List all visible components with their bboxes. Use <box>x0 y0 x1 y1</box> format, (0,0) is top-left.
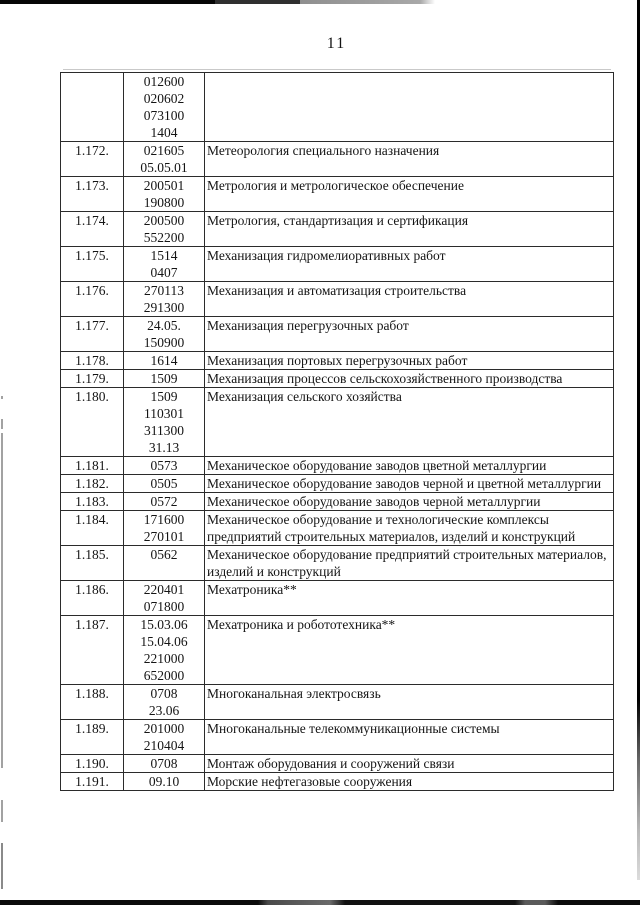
code-line: 1514 <box>150 248 178 263</box>
table-row <box>61 581 614 616</box>
row-name-cell: Механизация перегрузочных работ <box>205 317 614 352</box>
code-line: 311300 <box>144 423 184 438</box>
code-line: 270113 <box>144 283 184 298</box>
code-line: 201000 <box>143 721 185 736</box>
table-row <box>61 317 614 352</box>
row-index-cell: 1.183. <box>61 493 124 511</box>
row-index-cell: 1.187. <box>61 616 124 685</box>
row-codes-cell <box>124 457 205 475</box>
table-row <box>61 773 614 791</box>
scan-artifact-left-edge <box>1 433 3 768</box>
code-line: 0407 <box>150 265 178 280</box>
row-index-cell: 1.182. <box>61 475 124 493</box>
row-codes-cell <box>124 73 205 142</box>
scan-artifact-top-edge <box>0 0 435 4</box>
row-name-cell: Метрология, стандартизация и сертификация <box>205 212 614 247</box>
scan-artifact-left-edge <box>1 419 3 429</box>
row-index-cell: 1.177. <box>61 317 124 352</box>
row-index-cell: 1.190. <box>61 755 124 773</box>
table-row <box>61 352 614 370</box>
code-line: 0572 <box>150 494 178 509</box>
code-line: 652000 <box>143 668 185 683</box>
row-name-cell: Многоканальная электросвязь <box>205 685 614 720</box>
table-row <box>61 212 614 247</box>
table-row <box>61 142 614 177</box>
code-line: 0573 <box>150 458 178 473</box>
row-index-cell: 1.184. <box>61 511 124 546</box>
row-name-cell: Механическое оборудование заводов цветной металлургии <box>205 457 614 475</box>
row-codes-cell <box>124 511 205 546</box>
row-name-cell: Механическое оборудование заводов черной металлургии <box>205 493 614 511</box>
row-name-cell: Механическое оборудование заводов черной и цветной металлургии <box>205 475 614 493</box>
code-line: 221000 <box>143 651 185 666</box>
row-index-cell: 1.191. <box>61 773 124 791</box>
row-name-cell: Механизация процессов сельскохозяйственного производства <box>205 370 614 388</box>
row-name-cell: Метеорология специального назначения <box>205 142 614 177</box>
row-codes-cell <box>124 177 205 212</box>
table-row <box>61 370 614 388</box>
row-name-cell <box>205 73 614 142</box>
code-line: 291300 <box>143 300 185 315</box>
row-index-cell: 1.178. <box>61 352 124 370</box>
row-name-cell: Мехатроника и робототехника** <box>205 616 614 685</box>
row-codes-cell <box>124 282 205 317</box>
code-line: 020602 <box>143 91 185 106</box>
table-row <box>61 511 614 546</box>
code-line: 15.03.06 <box>140 617 188 632</box>
row-name-cell: Монтаж оборудования и сооружений связи <box>205 755 614 773</box>
scan-artifact-left-edge <box>1 843 3 889</box>
scan-artifact-left-edge <box>1 800 3 822</box>
scan-artifact-bottom-edge <box>0 900 640 905</box>
row-name-cell: Морские нефтегазовые сооружения <box>205 773 614 791</box>
table-row <box>61 475 614 493</box>
code-line: 31.13 <box>148 440 180 455</box>
table-row <box>61 457 614 475</box>
code-line: 1404 <box>150 125 178 140</box>
code-line: 0562 <box>150 547 178 562</box>
row-index-cell: 1.175. <box>61 247 124 282</box>
table-row <box>61 755 614 773</box>
code-line: 0708 <box>150 686 178 701</box>
row-codes-cell <box>124 475 205 493</box>
row-name-cell: Метрология и метрологическое обеспечение <box>205 177 614 212</box>
code-line: 552200 <box>143 230 185 245</box>
code-line: 24.05. <box>147 318 181 333</box>
row-name-cell: Механическое оборудование и технологические комплексы предприятий строительных материалов, изделий и конструкций <box>205 511 614 546</box>
code-line: 200501 <box>143 178 185 193</box>
code-line: 071800 <box>143 599 185 614</box>
code-line: 012600 <box>143 74 185 89</box>
scan-artifact-left-edge <box>1 396 3 399</box>
row-index-cell: 1.173. <box>61 177 124 212</box>
code-line: 200500 <box>143 213 185 228</box>
row-codes-cell <box>124 247 205 282</box>
table-row <box>61 282 614 317</box>
code-line: 05.05.01 <box>140 160 188 175</box>
code-line: 110301 <box>144 406 184 421</box>
row-index-cell <box>61 73 124 142</box>
row-codes-cell <box>124 388 205 457</box>
table-row <box>61 247 614 282</box>
code-line: 23.06 <box>148 703 180 718</box>
row-codes-cell <box>124 317 205 352</box>
row-name-cell: Механизация и автоматизация строительства <box>205 282 614 317</box>
row-name-cell: Механизация гидромелиоративных работ <box>205 247 614 282</box>
row-codes-cell <box>124 685 205 720</box>
row-name-cell: Механизация сельского хозяйства <box>205 388 614 457</box>
row-name-cell: Механизация портовых перегрузочных работ <box>205 352 614 370</box>
row-name-cell: Механическое оборудование предприятий строительных материалов, изделий и конструкций <box>205 546 614 581</box>
specialties-table <box>60 72 614 791</box>
row-index-cell: 1.180. <box>61 388 124 457</box>
row-codes-cell <box>124 546 205 581</box>
code-line: 1509 <box>150 389 178 404</box>
row-codes-cell <box>124 755 205 773</box>
code-line: 270101 <box>143 529 185 544</box>
code-line: 1614 <box>150 353 178 368</box>
table-row <box>61 546 614 581</box>
row-codes-cell <box>124 493 205 511</box>
table-row <box>61 388 614 457</box>
code-line: 220401 <box>143 582 185 597</box>
row-name-cell: Мехатроника** <box>205 581 614 616</box>
row-index-cell: 1.179. <box>61 370 124 388</box>
row-index-cell: 1.172. <box>61 142 124 177</box>
row-codes-cell <box>124 352 205 370</box>
page-number: 11 <box>326 35 347 52</box>
row-codes-cell <box>124 616 205 685</box>
row-codes-cell <box>124 212 205 247</box>
row-codes-cell <box>124 581 205 616</box>
table-row <box>61 616 614 685</box>
table-row <box>61 177 614 212</box>
table-row <box>61 493 614 511</box>
table-row <box>61 73 614 142</box>
scan-artifact-table-shadow <box>63 69 611 70</box>
code-line: 0505 <box>150 476 178 491</box>
table-row <box>61 720 614 755</box>
code-line: 021605 <box>143 143 185 158</box>
row-codes-cell <box>124 370 205 388</box>
row-index-cell: 1.176. <box>61 282 124 317</box>
row-index-cell: 1.174. <box>61 212 124 247</box>
row-index-cell: 1.181. <box>61 457 124 475</box>
code-line: 190800 <box>143 195 185 210</box>
row-index-cell: 1.186. <box>61 581 124 616</box>
row-codes-cell <box>124 773 205 791</box>
code-line: 150900 <box>143 335 185 350</box>
code-line: 0708 <box>150 756 178 771</box>
row-name-cell: Многоканальные телекоммуникационные системы <box>205 720 614 755</box>
row-index-cell: 1.185. <box>61 546 124 581</box>
row-codes-cell <box>124 720 205 755</box>
row-codes-cell <box>124 142 205 177</box>
code-line: 210404 <box>143 738 185 753</box>
code-line: 1509 <box>150 371 178 386</box>
table-row <box>61 685 614 720</box>
specialties-table-body <box>61 73 614 791</box>
code-line: 09.10 <box>148 774 180 789</box>
row-index-cell: 1.188. <box>61 685 124 720</box>
code-line: 171600 <box>143 512 185 527</box>
code-line: 073100 <box>143 108 185 123</box>
row-index-cell: 1.189. <box>61 720 124 755</box>
code-line: 15.04.06 <box>140 634 188 649</box>
